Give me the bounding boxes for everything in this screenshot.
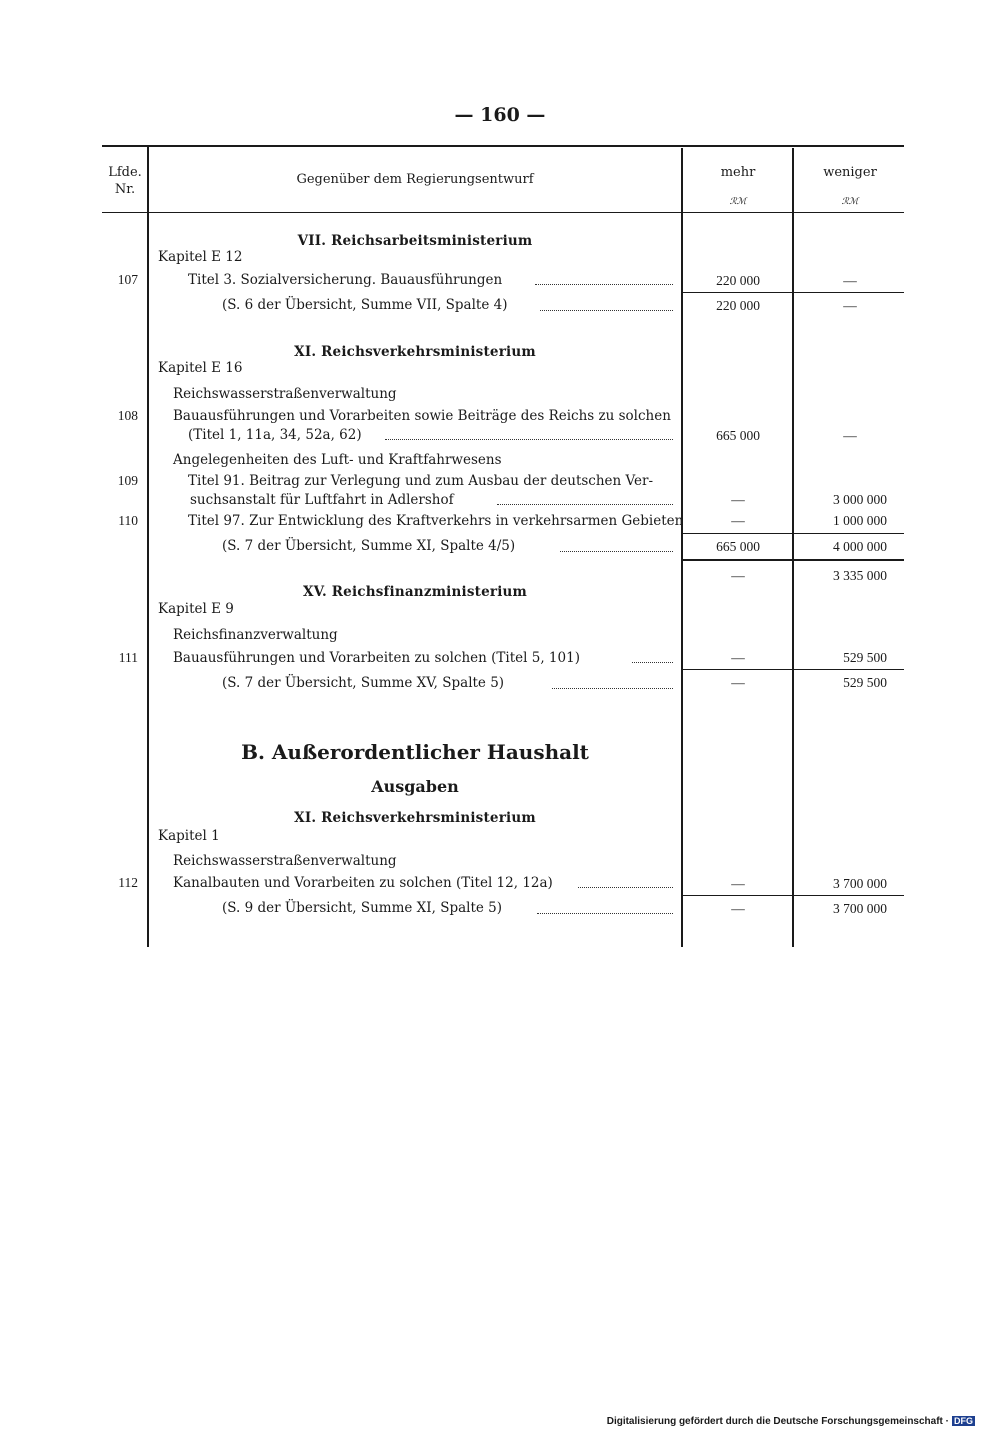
part-b-title: B. Außerordentlicher Haushalt <box>241 740 589 764</box>
row-110-number: 110 <box>118 513 138 528</box>
row-112-weniger: 3 700 000 <box>833 876 887 891</box>
section-title-vii: VII. Reichsarbeitsministerium <box>297 233 533 249</box>
row-111-weniger: 529 500 <box>843 650 887 665</box>
kapitel-e16: Kapitel E 16 <box>158 360 243 376</box>
row-108-text-line2: (Titel 1, 11a, 34, 52a, 62) <box>188 427 362 443</box>
sum-xi-mehr: 665 000 <box>716 539 760 554</box>
sum-xi-weniger: 4 000 000 <box>833 539 887 554</box>
row-109-number: 109 <box>117 473 138 488</box>
part-b-subtitle: Ausgaben <box>371 777 459 796</box>
header-weniger: weniger <box>823 165 877 180</box>
net-xi-weniger: 3 335 000 <box>833 568 887 583</box>
row-112-text: Kanalbauten und Vorarbeiten zu solchen (Titel 12, 12a) <box>173 875 553 891</box>
row-109-leader <box>497 504 673 505</box>
header-lfd-line1: Lfde. <box>108 165 142 180</box>
row-107-mehr: 220 000 <box>716 273 760 288</box>
row-109-weniger: 3 000 000 <box>833 492 887 507</box>
row-107-weniger: — <box>843 273 857 288</box>
row-107-text: Titel 3. Sozialversicherung. Bauausführungen <box>188 272 503 288</box>
row-112-leader <box>578 887 673 888</box>
header-lfd <box>104 164 146 198</box>
sum-xv-weniger: 529 500 <box>843 675 887 690</box>
row-109-text-line2: suchsanstalt für Luftfahrt in Adlershof <box>190 492 454 508</box>
sum-xv-mehr: — <box>731 675 745 690</box>
sum-xi-b-text: (S. 9 der Übersicht, Summe XI, Spalte 5) <box>222 900 503 916</box>
sum-rule-xi <box>683 533 904 534</box>
row-108-text-line1: Bauausführungen und Vorarbeiten sowie Beiträge des Reichs zu solchen <box>173 408 671 424</box>
row-112-mehr: — <box>731 876 745 891</box>
column-divider-lfd <box>147 145 149 947</box>
row-109-text-line1: Titel 91. Beitrag zur Verlegung und zum Ausbau der deutschen Ver- <box>188 473 654 489</box>
row-108-mehr: 665 000 <box>716 428 760 443</box>
sum-xi-leader <box>560 551 673 552</box>
section-title-xv: XV. Reichsfinanzministerium <box>302 584 528 600</box>
row-111-mehr: — <box>731 650 745 665</box>
subheading-wasserstrassen: Reichswasserstraßenverwaltung <box>173 386 397 402</box>
header-mehr: mehr <box>720 165 756 180</box>
page-number: — 160 — <box>454 104 546 126</box>
net-rule-xi <box>683 559 904 561</box>
header-mehr-unit: ℛℳ <box>729 197 747 207</box>
section-title-xi-b: XI. Reichsverkehrsministerium <box>294 810 536 826</box>
header-description: Gegenüber dem Regierungsentwurf <box>296 172 534 187</box>
row-110-text: Titel 97. Zur Entwicklung des Kraftverkehrs in verkehrsarmen Gebieten <box>188 513 684 529</box>
kapitel-e9: Kapitel E 9 <box>158 601 234 617</box>
sum-vii-mehr: 220 000 <box>716 298 760 313</box>
subheading-wasserstrassen-b: Reichswasserstraßenverwaltung <box>173 853 397 869</box>
row-108-weniger: — <box>843 428 857 443</box>
row-109-mehr: — <box>731 492 745 507</box>
row-112-number: 112 <box>118 875 138 890</box>
table-top-rule <box>102 145 904 147</box>
digitization-credit-text: Digitalisierung gefördert durch die Deutsche Forschungsgemeinschaft · <box>606 1416 949 1427</box>
row-111-text: Bauausführungen und Vorarbeiten zu solchen (Titel 5, 101) <box>173 650 580 666</box>
kapitel-1: Kapitel 1 <box>158 828 220 844</box>
row-110-weniger: 1 000 000 <box>833 513 887 528</box>
sum-vii-weniger: — <box>843 298 857 313</box>
row-107-leader <box>535 284 673 285</box>
sum-vii-leader <box>540 310 673 311</box>
row-110-mehr: — <box>731 513 745 528</box>
header-weniger-unit: ℛℳ <box>841 197 859 207</box>
sum-xi-b-mehr: — <box>731 901 745 916</box>
header-lfd-line2: Nr. <box>114 182 136 197</box>
dfg-logo: DFG <box>954 1416 973 1426</box>
kapitel-e12: Kapitel E 12 <box>158 249 243 265</box>
row-107-number: 107 <box>117 272 138 287</box>
section-title-xi: XI. Reichsverkehrsministerium <box>294 344 536 360</box>
sum-rule-xv <box>683 669 904 670</box>
digitization-credit <box>607 1416 975 1427</box>
sum-xi-b-leader <box>537 913 673 914</box>
sum-xv-leader <box>552 688 673 689</box>
sum-xi-text: (S. 7 der Übersicht, Summe XI, Spalte 4/5) <box>222 538 516 554</box>
row-111-number: 111 <box>118 650 138 665</box>
net-xi-mehr: — <box>731 568 745 583</box>
sum-rule-vii <box>683 292 904 293</box>
row-108-number: 108 <box>117 408 138 423</box>
sum-vii-text: (S. 6 der Übersicht, Summe VII, Spalte 4) <box>222 297 508 313</box>
subheading-finanzverwaltung: Reichsfinanzverwaltung <box>173 627 338 643</box>
header-bottom-rule <box>102 212 904 213</box>
subheading-luft-kraftfahrwesen: Angelegenheiten des Luft- und Kraftfahrwesens <box>173 452 502 468</box>
row-111-leader <box>632 662 673 663</box>
sum-xi-b-weniger: 3 700 000 <box>833 901 887 916</box>
sum-xv-text: (S. 7 der Übersicht, Summe XV, Spalte 5) <box>222 675 505 691</box>
sum-rule-xi-b <box>683 895 904 896</box>
row-108-leader <box>385 439 673 440</box>
